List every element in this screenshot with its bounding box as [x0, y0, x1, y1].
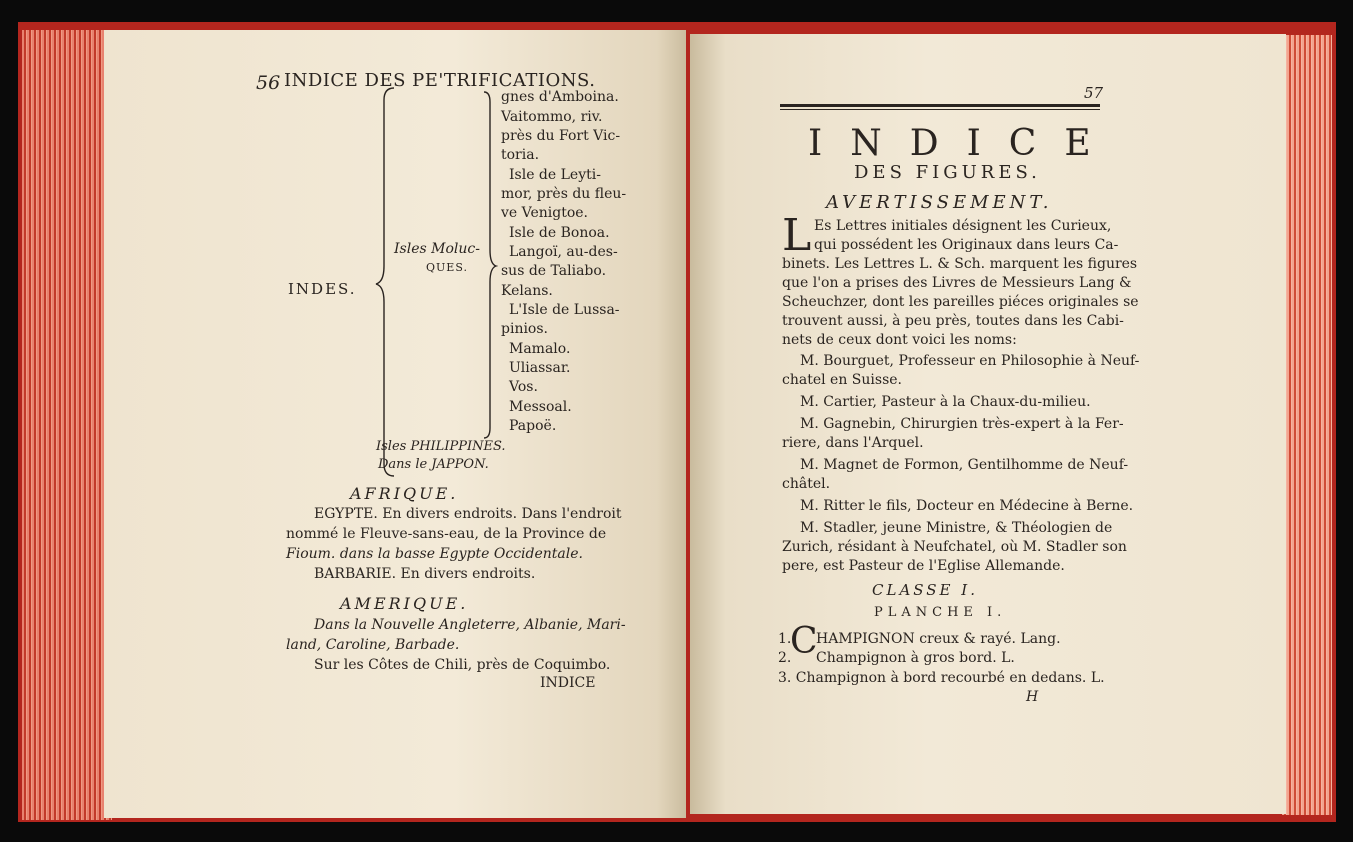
list-item: Messoal. [509, 399, 572, 415]
amerique-line: Dans la Nouvelle Angleterre, Albanie, Mari- [314, 617, 626, 633]
index-subtitle: DES FIGURES. [854, 162, 1041, 183]
entry-2-number: 2. [778, 650, 792, 666]
entry-1-text: HAMPIGNON creux & rayé. Lang. [816, 631, 1061, 647]
name-line: M. Cartier, Pasteur à la Chaux-du-milieu. [800, 394, 1091, 410]
name-line: riere, dans l'Arquel. [782, 435, 924, 451]
avertissement-heading: AVERTISSEMENT. [826, 192, 1053, 213]
amerique-line: Sur les Côtes de Chili, près de Coquimbo. [314, 657, 611, 673]
list-item: Isle de Leyti- [509, 167, 601, 183]
paragraph-line: qui possédent les Originaux dans leurs Ca- [814, 237, 1119, 253]
name-line: châtel. [782, 476, 831, 492]
list-item: Isle de Bonoa. [509, 225, 610, 241]
afrique-line: EGYPTE. En divers endroits. Dans l'endroit [314, 506, 622, 522]
planche-heading: PLANCHE I. [874, 605, 1007, 620]
afrique-heading: AFRIQUE. [350, 484, 459, 503]
paragraph-line: Es Lettres initiales désignent les Curieux, [814, 218, 1112, 234]
list-item: Langoï, au-des- [509, 244, 618, 260]
list-item: Uliassar. [509, 360, 571, 376]
philippines-label: Isles PHILIPPINES. [376, 439, 506, 454]
page-number-right: 57 [1084, 84, 1104, 102]
list-item: Vaitommo, riv. [501, 109, 603, 125]
moluques-label-1: Isles Moluc- [394, 241, 480, 257]
name-line: pere, est Pasteur de l'Eglise Allemande. [782, 558, 1065, 574]
list-item: Mamalo. [509, 341, 571, 357]
catchword-right: H [1026, 689, 1039, 705]
list-item: Vos. [509, 379, 538, 395]
japon-label: Dans le JAPPON. [378, 457, 489, 472]
list-item: près du Fort Vic- [501, 128, 621, 144]
afrique-line: nommé le Fleuve-sans-eau, de la Province de [286, 526, 607, 542]
page-number-left: 56 [256, 72, 281, 94]
name-line: M. Magnet de Formon, Gentilhomme de Neuf- [800, 457, 1129, 473]
indes-brace [374, 86, 396, 478]
afrique-line: BARBARIE. En divers endroits. [314, 566, 536, 582]
moluques-label-2: QUES. [426, 261, 468, 274]
rule-thick [780, 104, 1100, 107]
list-item: Papoë. [509, 418, 557, 434]
drop-cap: L [782, 210, 812, 261]
list-item: pinios. [501, 321, 548, 337]
name-line: M. Ritter le fils, Docteur en Médecine à Berne. [800, 498, 1134, 514]
index-title: INDICE [808, 123, 1119, 164]
list-item: sus de Taliabo. [501, 263, 607, 279]
amerique-heading: AMERIQUE. [340, 594, 469, 613]
list-item: Kelans. [501, 283, 553, 299]
left-page [104, 30, 686, 818]
catchword-left: INDICE [540, 675, 596, 691]
paragraph-line: Scheuchzer, dont les pareilles piéces originales se [782, 294, 1139, 310]
paragraph-line: nets de ceux dont voici les noms: [782, 332, 1017, 348]
moluques-brace [482, 90, 498, 440]
list-item: L'Isle de Lussa- [509, 302, 620, 318]
list-item: gnes d'Amboina. [501, 89, 619, 105]
entry-1-number: 1. [778, 631, 792, 647]
list-item: ve Venigtoe. [501, 205, 589, 221]
name-line: chatel en Suisse. [782, 372, 902, 388]
paragraph-line: trouvent aussi, à peu près, toutes dans les Cabi- [782, 313, 1124, 329]
list-item: mor, près du fleu- [501, 186, 627, 202]
afrique-line: Fioum. dans la basse Egypte Occidentale. [286, 546, 583, 562]
name-line: M. Bourguet, Professeur en Philosophie à Neuf- [800, 353, 1140, 369]
right-page [690, 34, 1286, 814]
classe-heading: CLASSE I. [872, 581, 978, 599]
name-line: Zurich, résidant à Neufchatel, où M. Stadler son [782, 539, 1127, 555]
running-title: INDICE DES PE'TRIFICATIONS. [284, 70, 596, 91]
list-item: toria. [501, 147, 540, 163]
right-page-edges [1282, 35, 1332, 815]
paragraph-line: que l'on a prises des Livres de Messieurs Lang & [782, 275, 1132, 291]
name-line: M. Gagnebin, Chirurgien très-expert à la Fer- [800, 416, 1124, 432]
left-page-edges [22, 30, 112, 820]
entry-2-text: Champignon à gros bord. L. [816, 650, 1015, 666]
indes-label: INDES. [288, 280, 357, 298]
amerique-line: land, Caroline, Barbade. [286, 637, 460, 653]
paragraph-line: binets. Les Lettres L. & Sch. marquent les figures [782, 256, 1138, 272]
entry-drop-cap: C [790, 621, 818, 662]
rule-thin [780, 109, 1100, 110]
entry-3: 3. Champignon à bord recourbé en dedans. L. [778, 670, 1105, 686]
name-line: M. Stadler, jeune Ministre, & Théologien de [800, 520, 1113, 536]
